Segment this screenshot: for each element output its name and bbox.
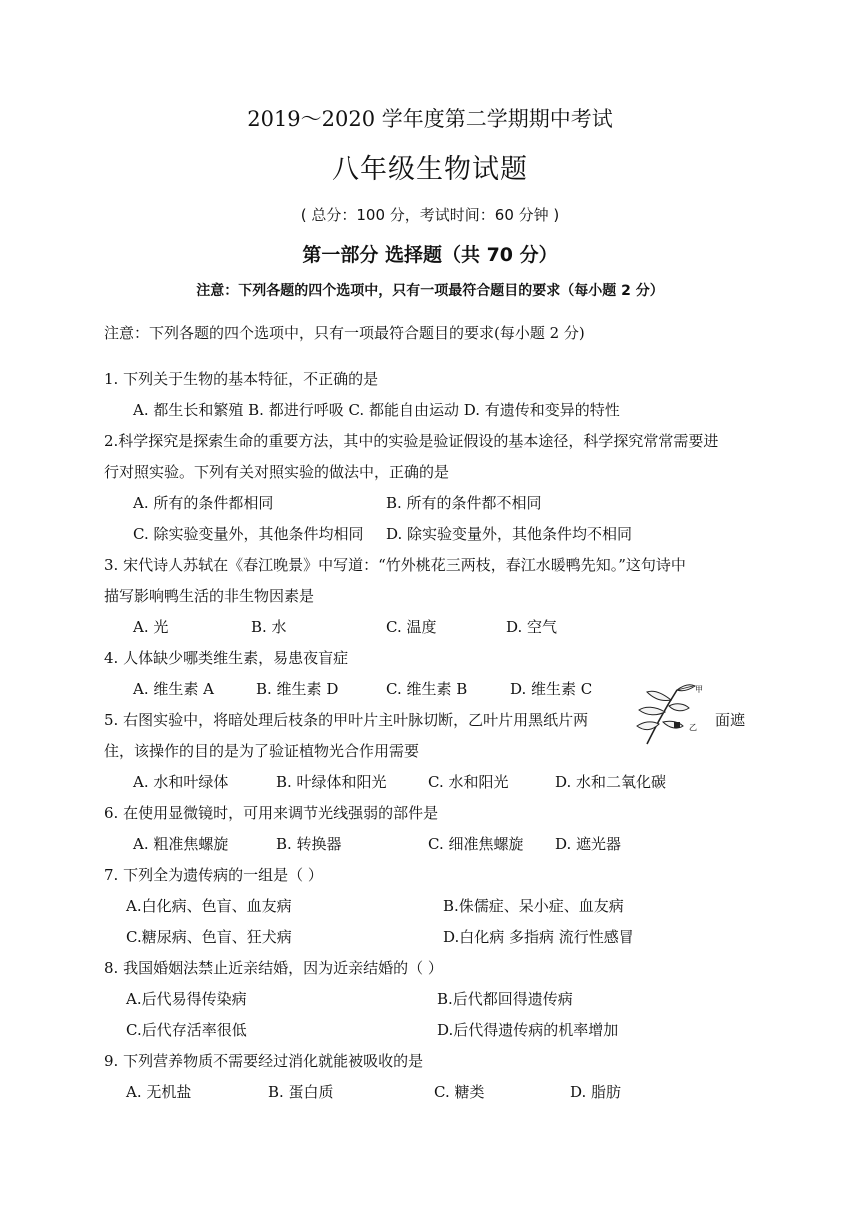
q5-stem-line1: 5. 右图实验中，将暗处理后枝条的甲叶片主叶脉切断，乙叶片用黑纸片两 bbox=[104, 711, 589, 729]
q8-option-a: A.后代易得传染病 bbox=[126, 990, 247, 1008]
bold-note: 注意：下列各题的四个选项中，只有一项最符合题目的要求（每小题 2 分） bbox=[196, 283, 664, 299]
q5-stem-line2: 住，该操作的目的是为了验证植物光合作用需要 bbox=[104, 742, 420, 760]
q5-option-d: D. 水和二氧化碳 bbox=[555, 773, 667, 791]
label-jia: 甲 bbox=[695, 685, 703, 694]
q2-option-b: B. 所有的条件都不相同 bbox=[386, 494, 542, 512]
q2-option-c: C. 除实验变量外，其他条件均相同 bbox=[133, 525, 364, 543]
q8-stem: 8. 我国婚姻法禁止近亲结婚，因为近亲结婚的（ ） bbox=[104, 959, 443, 977]
q4-option-c: C. 维生素 B bbox=[386, 680, 468, 698]
q3-option-c: C. 温度 bbox=[386, 618, 437, 636]
q4-stem: 4. 人体缺少哪类维生素，易患夜盲症 bbox=[104, 649, 349, 667]
q3-option-d: D. 空气 bbox=[506, 618, 558, 636]
q9-option-c: C. 糖类 bbox=[434, 1083, 485, 1101]
q7-option-c: C.糖尿病、色盲、狂犬病 bbox=[126, 928, 292, 946]
q8-option-c: C.后代存活率很低 bbox=[126, 1021, 247, 1039]
q3-stem-line1: 3. 宋代诗人苏轼在《春江晚景》中写道：“竹外桃花三两枝，春江水暖鸭先知。”这句诗中 bbox=[104, 556, 686, 574]
q2-option-d: D. 除实验变量外，其他条件均不相同 bbox=[386, 525, 633, 543]
q6-option-b: B. 转换器 bbox=[276, 835, 342, 853]
q7-option-d: D.白化病 多指病 流行性感冒 bbox=[443, 928, 634, 946]
q7-option-b: B.侏儒症、呆小症、血友病 bbox=[443, 897, 624, 915]
q4-option-a: A. 维生素 A bbox=[133, 680, 214, 698]
label-yi: 乙 bbox=[689, 723, 697, 732]
q9-option-d: D. 脂肪 bbox=[570, 1083, 622, 1101]
q9-option-a: A. 无机盐 bbox=[126, 1083, 192, 1101]
intro-note: 注意：下列各题的四个选项中，只有一项最符合题目的要求(每小题 2 分) bbox=[104, 324, 585, 342]
q9-option-b: B. 蛋白质 bbox=[268, 1083, 334, 1101]
q5-option-c: C. 水和阳光 bbox=[428, 773, 509, 791]
q5-stem-line1-tail: 面遮 bbox=[715, 711, 746, 729]
q9-stem: 9. 下列营养物质不需要经过消化就能被吸收的是 bbox=[104, 1052, 424, 1070]
leaf-right-upper bbox=[669, 704, 689, 711]
q6-stem: 6. 在使用显微镜时，可用来调节光线强弱的部件是 bbox=[104, 804, 439, 822]
exam-title: 2019～2020 学年度第二学期期中考试 bbox=[247, 107, 613, 131]
q7-option-a: A.白化病、色盲、血友病 bbox=[126, 897, 292, 915]
q3-option-a: A. 光 bbox=[133, 618, 169, 636]
q2-stem-line1: 2.科学探究是探索生命的重要方法，其中的实验是验证假设的基本途径，科学探究常常需要进 bbox=[104, 432, 719, 450]
leaf-left-middle bbox=[639, 707, 665, 715]
plant-branch-figure bbox=[633, 680, 703, 746]
q7-stem: 7. 下列全为遗传病的一组是（ ） bbox=[104, 866, 323, 884]
q6-option-d: D. 遮光器 bbox=[555, 835, 622, 853]
q2-option-a: A. 所有的条件都相同 bbox=[133, 494, 274, 512]
leaf-left-upper bbox=[647, 691, 671, 700]
q5-option-b: B. 叶绿体和阳光 bbox=[276, 773, 387, 791]
q8-option-d: D.后代得遗传病的机率增加 bbox=[437, 1021, 619, 1039]
q6-option-c: C. 细准焦螺旋 bbox=[428, 835, 524, 853]
q4-option-b: B. 维生素 D bbox=[256, 680, 339, 698]
part-title: 第一部分 选择题（共 70 分） bbox=[302, 244, 558, 266]
q5-option-a: A. 水和叶绿体 bbox=[133, 773, 229, 791]
q1-stem: 1. 下列关于生物的基本特征，不正确的是 bbox=[104, 370, 379, 388]
black-paper-patch bbox=[674, 722, 680, 728]
q6-option-a: A. 粗准焦螺旋 bbox=[133, 835, 229, 853]
q8-option-b: B.后代都回得遗传病 bbox=[437, 990, 573, 1008]
q4-option-d: D. 维生素 C bbox=[510, 680, 593, 698]
q3-stem-line2: 描写影响鸭生活的非生物因素是 bbox=[104, 587, 315, 605]
subject-title: 八年级生物试题 bbox=[332, 154, 528, 185]
q1-options: A. 都生长和繁殖 B. 都进行呼吸 C. 都能自由运动 D. 有遗传和变异的特性 bbox=[133, 401, 620, 419]
exam-info: ( 总分：100 分，考试时间：60 分钟 ) bbox=[300, 206, 560, 224]
q3-option-b: B. 水 bbox=[251, 618, 287, 636]
q2-stem-line2: 行对照实验。下列有关对照实验的做法中，正确的是 bbox=[104, 463, 450, 481]
